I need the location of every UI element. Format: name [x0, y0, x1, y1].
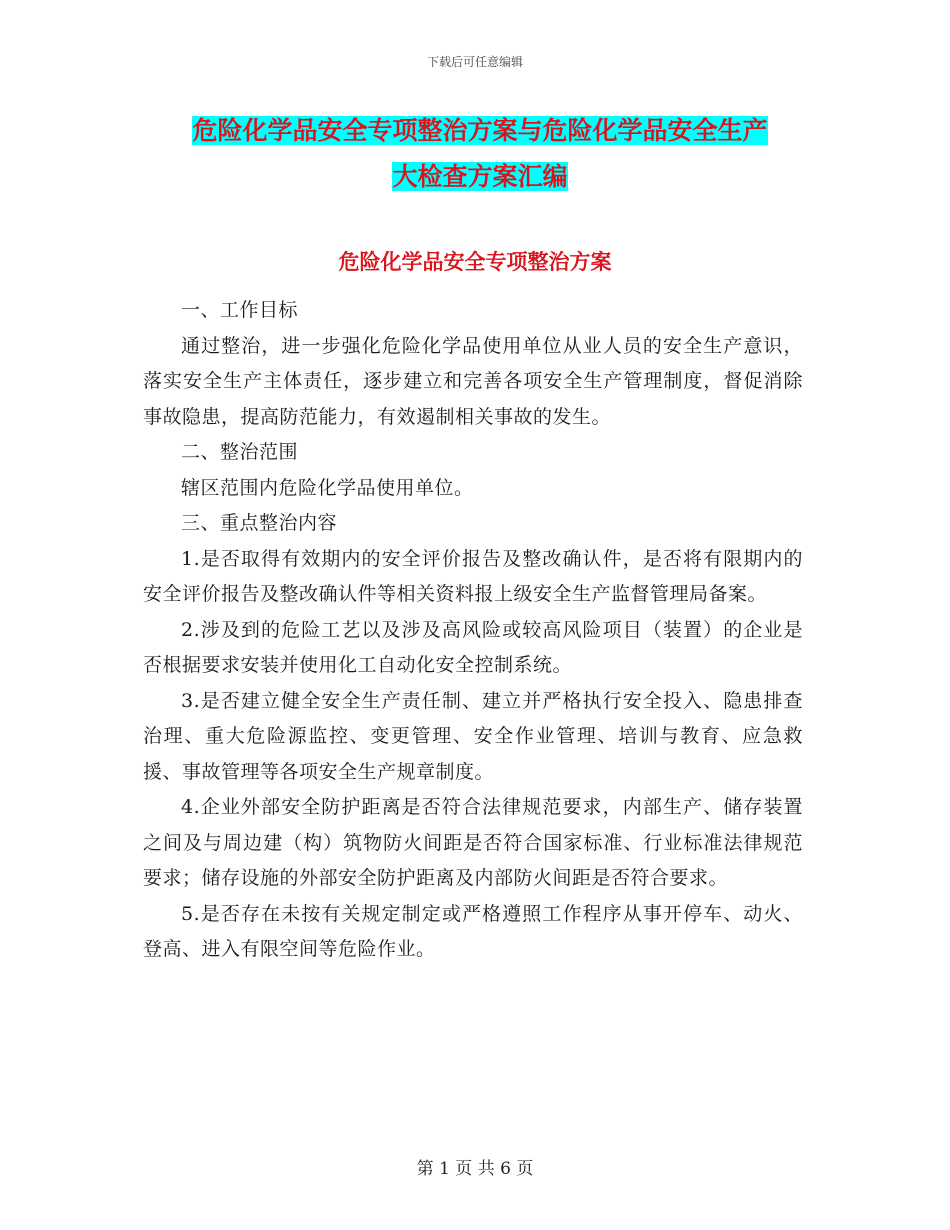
list-item-2: 2.涉及到的危险工艺以及涉及高风险或较高风险项目（装置）的企业是否根据要求安装并使用化工自动化安全控制系统。 [143, 618, 803, 676]
document-title [140, 108, 820, 200]
heading-key-content: 三、重点整治内容 [181, 512, 338, 534]
list-item-4: 4.企业外部安全防护距离是否符合法律规范要求，内部生产、储存装置之间及与周边建（构）筑物防火间距是否符合国家标准、行业标准法律规范要求；储存设施的外部安全防护距离及内部防火间距是否符合要求。 [143, 796, 803, 889]
title-line-1: 危险化学品安全专项整治方案与危险化学品安全生产 [192, 116, 768, 145]
section-title: 危险化学品安全专项整治方案 [338, 250, 612, 274]
heading-work-goal: 一、工作目标 [181, 299, 299, 321]
page-header-note: 下载后可任意编辑 [426, 55, 523, 69]
list-item-3: 3.是否建立健全安全生产责任制、建立并严格执行安全投入、隐患排查治理、重大危险源监控、变更管理、安全作业管理、培训与教育、应急救援、事故管理等各项安全生产规章制度。 [143, 689, 803, 783]
list-item-1: 1.是否取得有效期内的安全评价报告及整改确认件，是否将有限期内的安全评价报告及整改确认件等相关资料报上级安全生产监督管理局备案。 [143, 547, 803, 605]
paragraph-scope-text: 辖区范围内危险化学品使用单位。 [181, 476, 474, 499]
title-line-2: 大检查方案汇编 [392, 162, 568, 191]
document-body [143, 293, 803, 968]
page-number: 第 1 页 共 6 页 [416, 1159, 534, 1179]
list-item-5: 5.是否存在未按有关规定制定或严格遵照工作程序从事开停车、动火、登高、进入有限空间等危险作业。 [143, 902, 803, 960]
heading-scope: 二、整治范围 [181, 441, 299, 463]
paragraph-goal-text: 通过整治，进一步强化危险化学品使用单位从业人员的安全生产意识，落实安全生产主体责任，逐步建立和完善各项安全生产管理制度，督促消除事故隐患，提高防范能力，有效遏制相关事故的发生。 [143, 334, 803, 428]
